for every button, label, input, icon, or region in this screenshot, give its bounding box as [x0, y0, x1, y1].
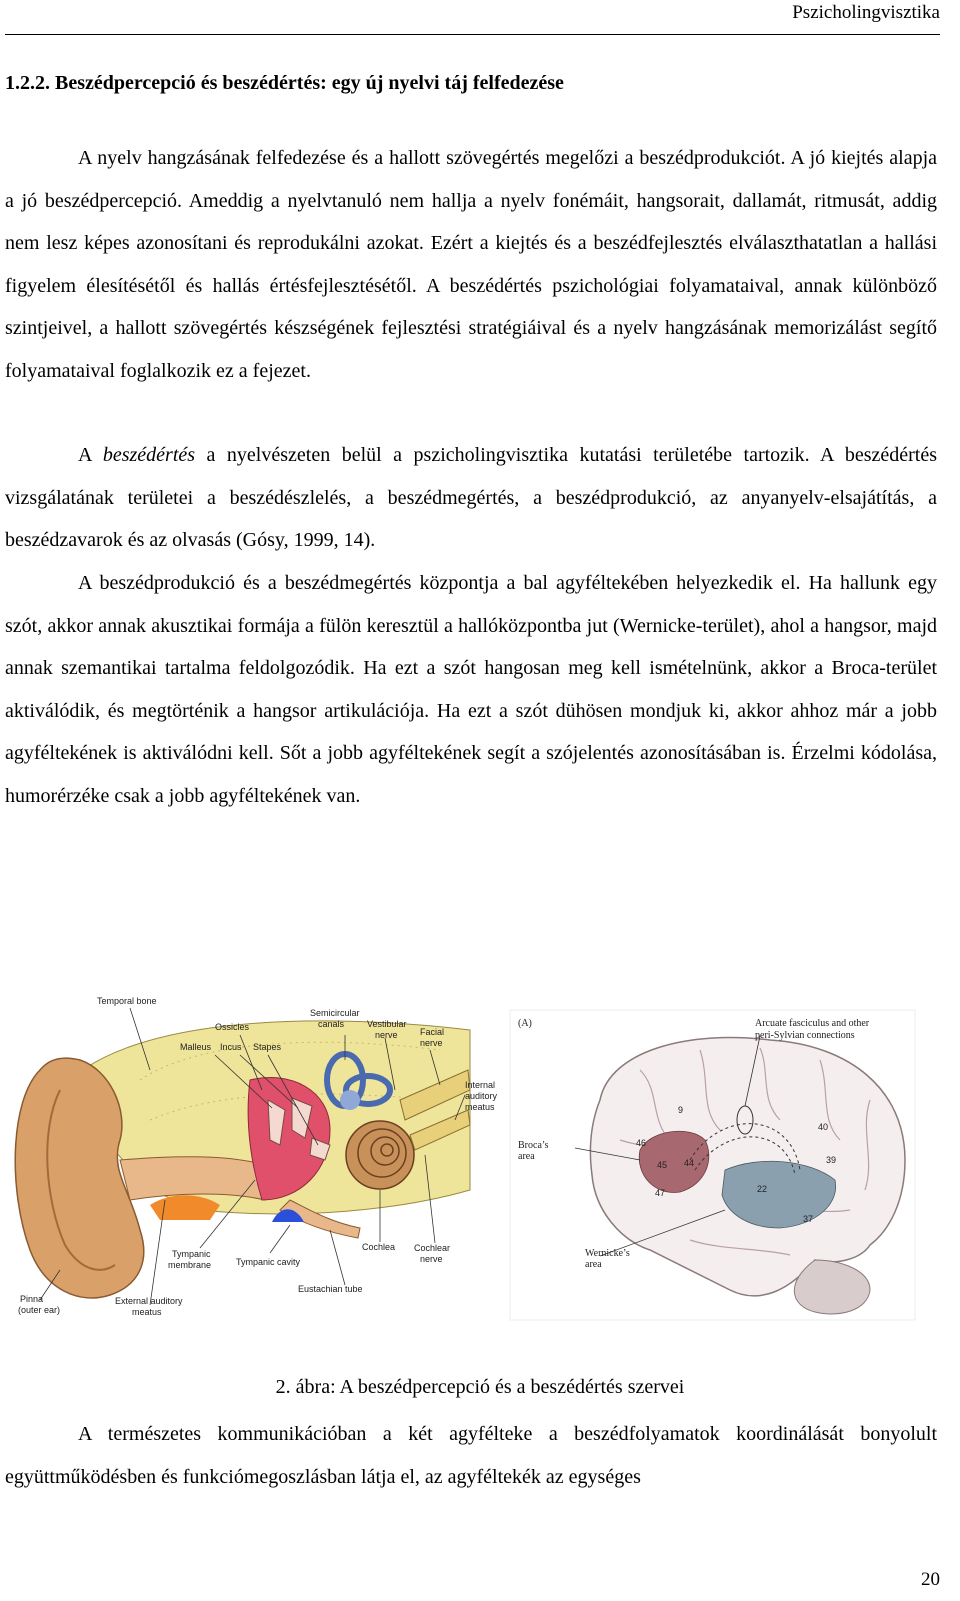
brodmann-47: 47: [655, 1188, 666, 1198]
figure-ear-and-brain: [0, 960, 960, 1340]
label-semicircular-2: canals: [318, 1019, 345, 1029]
brodmann-37: 37: [803, 1214, 814, 1224]
header-rule: [5, 34, 940, 35]
ear-anatomy-illustration: [15, 996, 497, 1317]
label-cochlear-1: Cochlear: [414, 1243, 451, 1253]
paragraph-2-start: A: [78, 444, 103, 466]
paragraph-3: A beszédprodukció és a beszédmegértés központja a bal agyféltekében helyezkedik el. Ha hallunk egy szót, akkor annak akusztikai formája a fülön keresztül a hallóközpontba jut (Wernicke-terület), ahol a hangsor, majd annak szemantikai tartalma feldolgozódik. Ha ezt a szót hangosan meg kell ismételnünk, akkor a Broca-terület aktiválódik, és megtörténik a hangsor artikulációja. Ha ezt a szót dühösen mondjuk ki, akkor ahhoz már a jobb agyféltekének is aktiválódni kell. Sőt a jobb agyféltekének segít a szójelentés azonosításában is. Érzelmi kódolása, humorérzéke csak a jobb agyféltekének van.: [5, 572, 937, 807]
label-semicircular-1: Semicircular: [310, 1008, 360, 1018]
paragraph-4: A természetes kommunikációban a két agyfélteke a beszédfolyamatok koordinálását bonyolult együttműködésben és funkciómegoszlásban látja el, az agyféltekék az egységes: [5, 1423, 937, 1488]
label-arcuate-1: Arcuate fasciculus and other: [755, 1018, 870, 1029]
label-cochlear-2: nerve: [420, 1254, 443, 1264]
brodmann-39: 39: [826, 1155, 837, 1165]
paragraph-2-italic-term: beszédértés: [102, 444, 196, 466]
label-vestibular-1: Vestibular: [367, 1019, 407, 1029]
label-vestibular-2: nerve: [375, 1030, 398, 1040]
brodmann-44: 44: [684, 1158, 695, 1168]
brodmann-22: 22: [757, 1184, 768, 1194]
paragraph-2: [5, 434, 937, 562]
label-stapes: Stapes: [253, 1042, 282, 1052]
brodmann-9: 9: [678, 1105, 684, 1115]
label-internal-2: auditory: [465, 1091, 498, 1101]
label-tympanic-membrane-1: Tympanic: [172, 1249, 211, 1259]
label-malleus: Malleus: [180, 1042, 212, 1052]
paragraph-1: A nyelv hangzásának felfedezése és a hallott szövegértés megelőzi a beszédprodukciót. A jó kiejtés alapja a jó beszédpercepció. Ameddig a nyelvtanuló nem hallja a nyelv fonémáit, hangsorait, dallamát, ritmusát, addig nem lesz képes azonosítani és reprodukálni azokat. Ezért a kiejtés és a beszédfejlesztés elválaszthatatlan a hallási figyelem élesítésétől és hallás értésfejlesztésétől. A beszédértés pszichológiai folyamataival, annak különböző szintjeivel, a hallott szövegértés készségének fejlesztési stratégiáival és a nyelv hangzásának memorizálást segítő folyamataival foglalkozik ez a fejezet.: [5, 147, 937, 382]
label-pinna-2: (outer ear): [18, 1305, 61, 1315]
label-internal-1: Internal: [465, 1080, 496, 1090]
label-arcuate-2: peri-Sylvian connections: [755, 1030, 855, 1041]
label-external-meatus-1: External auditory: [115, 1296, 183, 1306]
label-pinna-1: Pinna: [20, 1294, 44, 1304]
label-temporal-bone: Temporal bone: [97, 996, 157, 1006]
brain-language-areas-illustration: [510, 1010, 915, 1320]
label-ossicles: Ossicles: [215, 1022, 250, 1032]
label-facial-2: nerve: [420, 1038, 443, 1048]
figure-caption: 2. ábra: A beszédpercepció és a beszédértés szervei: [275, 1376, 685, 1398]
label-tympanic-cavity: Tympanic cavity: [236, 1257, 301, 1267]
label-tympanic-membrane-2: membrane: [168, 1260, 212, 1270]
label-external-meatus-2: meatus: [132, 1307, 162, 1317]
label-incus: Incus: [220, 1042, 242, 1052]
label-panel-a: (A): [518, 1018, 532, 1029]
label-broca-1: Broca’s: [518, 1140, 549, 1151]
label-wernicke-1: Wernicke’s: [585, 1248, 630, 1259]
label-internal-3: meatus: [465, 1102, 495, 1112]
label-cochlea: Cochlea: [362, 1242, 396, 1252]
brodmann-46: 46: [636, 1138, 647, 1148]
label-broca-2: area: [518, 1151, 535, 1162]
brodmann-45: 45: [657, 1160, 668, 1170]
section-title: 1.2.2. Beszédpercepció és beszédértés: egy új nyelvi táj felfedezése: [5, 72, 564, 94]
page-number: 20: [921, 1569, 940, 1590]
label-eustachian-tube: Eustachian tube: [298, 1284, 363, 1294]
label-wernicke-2: area: [585, 1259, 602, 1270]
label-facial-1: Facial: [420, 1027, 445, 1037]
running-header: Pszicholingvisztika: [792, 2, 940, 23]
brodmann-40: 40: [818, 1122, 829, 1132]
paragraph-2-rest: a nyelvészeten belül a pszicholingvisztika kutatási területébe tartozik. A beszédértés vizsgálatának területei a beszédészlelés, a beszédmegértés, a beszédprodukció, az anyanyelv-elsajátítás, a beszédzavarok és az olvasás (Gósy, 1999, 14).: [5, 444, 937, 552]
